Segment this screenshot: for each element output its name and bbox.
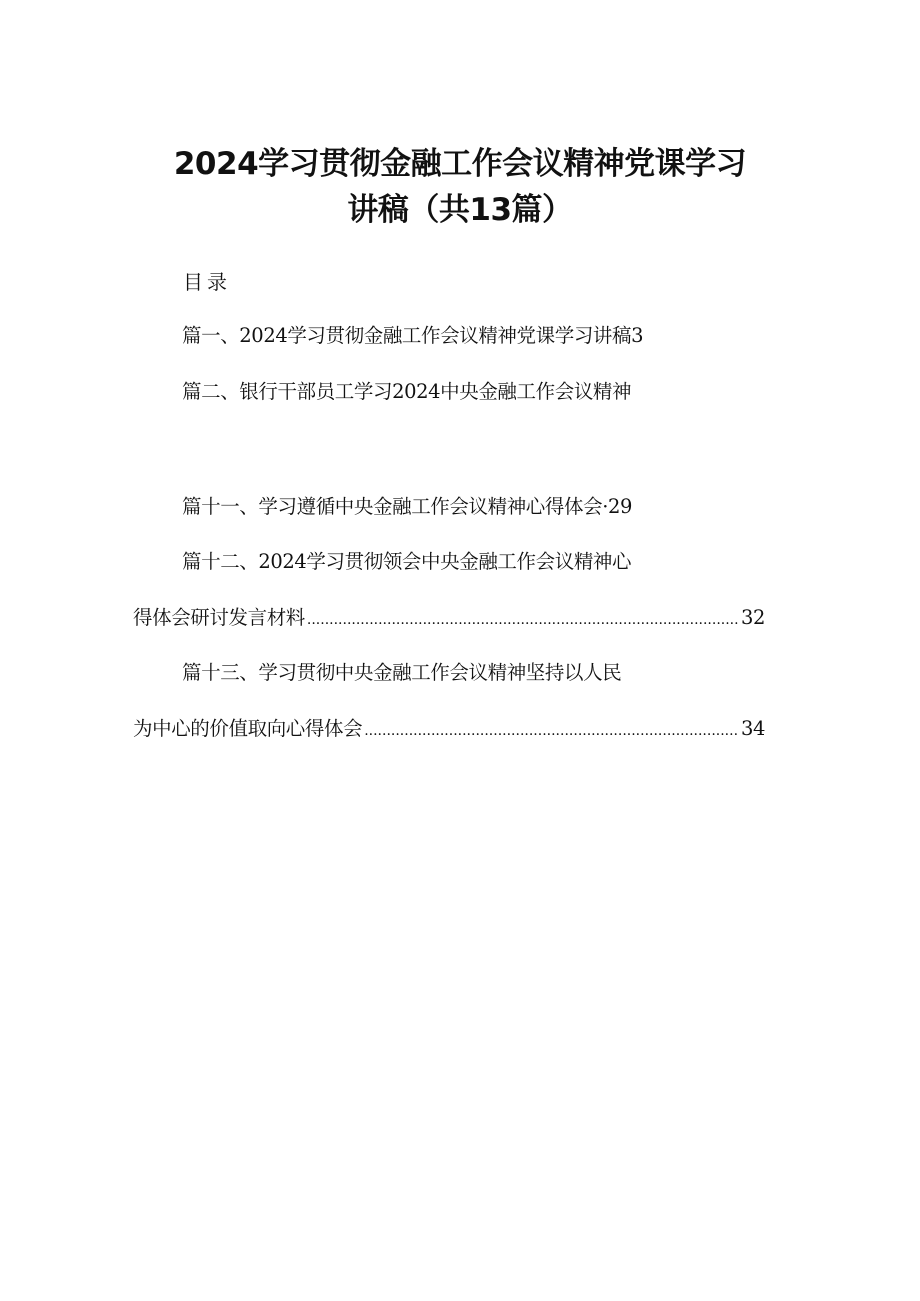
toc-leader-dots — [307, 612, 739, 628]
toc-page-number: 32 — [740, 606, 765, 629]
toc-leader-dots — [364, 723, 739, 739]
toc-entry-text: 为中心的价值取向心得体会 — [133, 717, 363, 740]
toc-entry[interactable]: 篇十一、学习遵循中央金融工作会议精神心得体会·29 — [182, 495, 633, 518]
toc-entry[interactable] — [133, 713, 765, 741]
toc-entry[interactable]: 篇二、银行干部员工学习2024中央金融工作会议精神 — [182, 380, 632, 403]
toc-entry[interactable]: 篇一、2024学习贯彻金融工作会议精神党课学习讲稿3 — [182, 324, 644, 347]
document-title-line-2: 讲稿（共13篇） — [347, 192, 573, 228]
toc-heading: 目录 — [183, 270, 231, 294]
toc-entry[interactable] — [133, 602, 765, 630]
toc-entry[interactable]: 篇十二、2024学习贯彻领会中央金融工作会议精神心 — [182, 550, 632, 573]
toc-entry[interactable]: 篇十三、学习贯彻中央金融工作会议精神坚持以人民 — [182, 661, 622, 684]
toc-page-number: 34 — [740, 717, 765, 740]
toc-entry-text: 得体会研讨发言材料 — [133, 606, 305, 629]
document-title-line-1: 2024学习贯彻金融工作会议精神党课学习 — [173, 146, 747, 182]
